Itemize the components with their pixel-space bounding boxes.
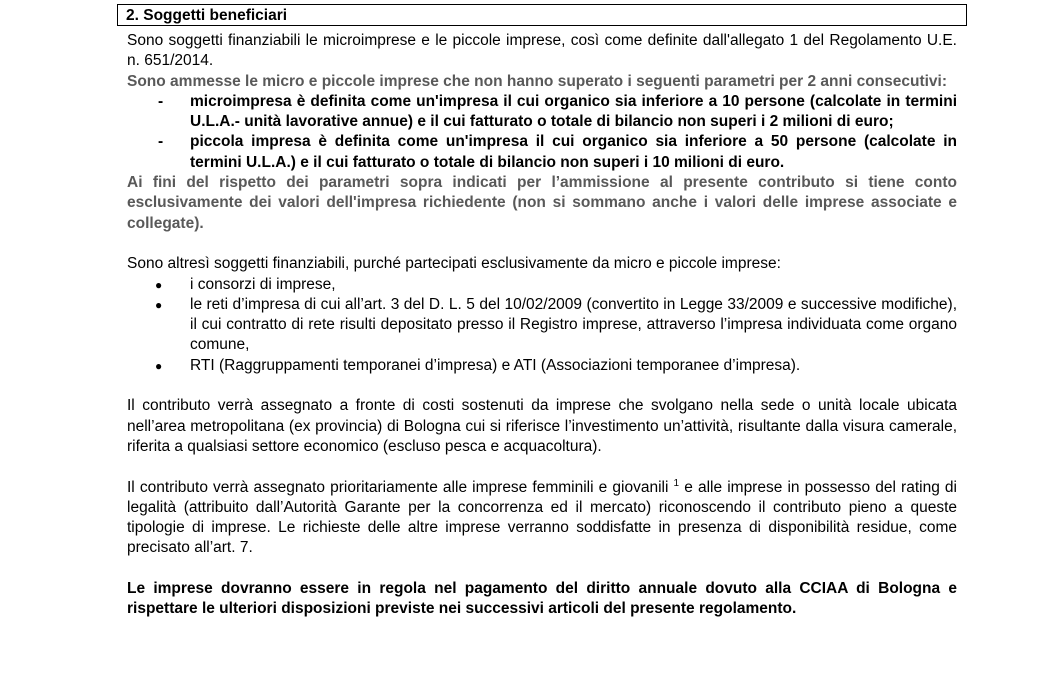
paragraph-contribution-location: Il contributo verrà assegnato a fronte di costi sostenuti da imprese che svolgano nella sede o unità locale ubicata nell’area metropolitana (ex provincia) di Bologna cui si riferisce l’investimento un’attività, risultante dalla visura camerale, riferita a qualsiasi settore economico (escluso pesca e acquacoltura). xyxy=(127,397,957,455)
list-item-text: i consorzi di imprese, xyxy=(190,275,336,293)
dash-marker: - xyxy=(158,133,164,151)
spacer xyxy=(127,234,957,254)
list-item xyxy=(127,295,957,356)
footnote-reference[interactable]: 1 xyxy=(673,477,680,489)
paragraph-priority xyxy=(127,478,957,559)
paragraph-annual-fee: Le imprese dovranno essere in regola nel pagamento del diritto annuale dovuto alla CCIAA di Bologna e rispettare le ulteriori disposizioni previste nei successivi articoli del presente regolamento. xyxy=(127,580,957,618)
bullet-list xyxy=(127,275,957,376)
section-title: 2. Soggetti beneficiari xyxy=(117,4,967,26)
bullet-icon: ● xyxy=(155,277,163,292)
list-item xyxy=(127,356,957,376)
bullet-icon: ● xyxy=(155,297,163,312)
list-item-text: piccola impresa è definita come un'impresa il cui organico sia inferiore a 50 persone (calcolate in termini U.L.A.) e il cui fatturato o totale di bilancio non superi i 10 milioni di euro. xyxy=(190,133,957,171)
list-item-text: RTI (Raggruppamenti temporanei d’impresa) e ATI (Associazioni temporanee d’impresa). xyxy=(190,356,801,374)
list-item xyxy=(127,132,957,173)
list-item-text: le reti d’impresa di cui all’art. 3 del D. L. 5 del 10/02/2009 (convertito in Legge 33/2009 e successive modifiche), il cui contratto di rete risulti depositato presso il Registro imprese, attraverso l’impresa individuata come organo comune, xyxy=(190,295,957,354)
paragraph-parameter-note: Ai fini del rispetto dei parametri sopra indicati per l’ammissione al presente contributo si tiene conto esclusivamente dei valori dell'impresa richiedente (non si sommano anche i valori delle imprese associate e collegate). xyxy=(127,174,957,232)
list-item xyxy=(127,92,957,133)
bullet-icon: ● xyxy=(155,358,163,373)
priority-text-start: Il contributo verrà assegnato prioritariamente alle imprese femminili e giovanili xyxy=(127,478,674,496)
dash-marker: - xyxy=(158,92,164,110)
spacer xyxy=(127,376,957,396)
paragraph-eligible-subjects: Sono soggetti finanziabili le microimprese e le piccole imprese, così come definite dall'allegato 1 del Regolamento U.E. n. 651/2014. xyxy=(127,32,957,70)
paragraph-admission-parameters: Sono ammesse le micro e piccole imprese che non hanno superato i seguenti parametri per 2 anni consecutivi: xyxy=(127,72,948,90)
list-item-text: microimpresa è definita come un'impresa il cui organico sia inferiore a 10 persone (calcolate in termini U.L.A.- unità lavorative annue) e il cui fatturato o totale di bilancio non superi i 2 milioni di euro; xyxy=(190,92,957,131)
spacer xyxy=(127,457,957,477)
paragraph-other-subjects: Sono altresì soggetti finanziabili, purché partecipati esclusivamente da micro e piccole imprese: xyxy=(127,255,781,273)
list-item xyxy=(127,275,957,295)
priority-text-end: e alle imprese in possesso del rating di legalità (attribuito dall’Autorità Garante per la concorrenza ed il mercato) riconoscendo il contributo pieno a queste tipologie di imprese. Le richieste delle altre imprese verranno soddisfatte in presenza di disponibilità residue, come precisato all’art. 7. xyxy=(127,478,957,557)
dash-list xyxy=(127,92,957,173)
spacer xyxy=(127,559,957,579)
section-body xyxy=(127,31,957,620)
